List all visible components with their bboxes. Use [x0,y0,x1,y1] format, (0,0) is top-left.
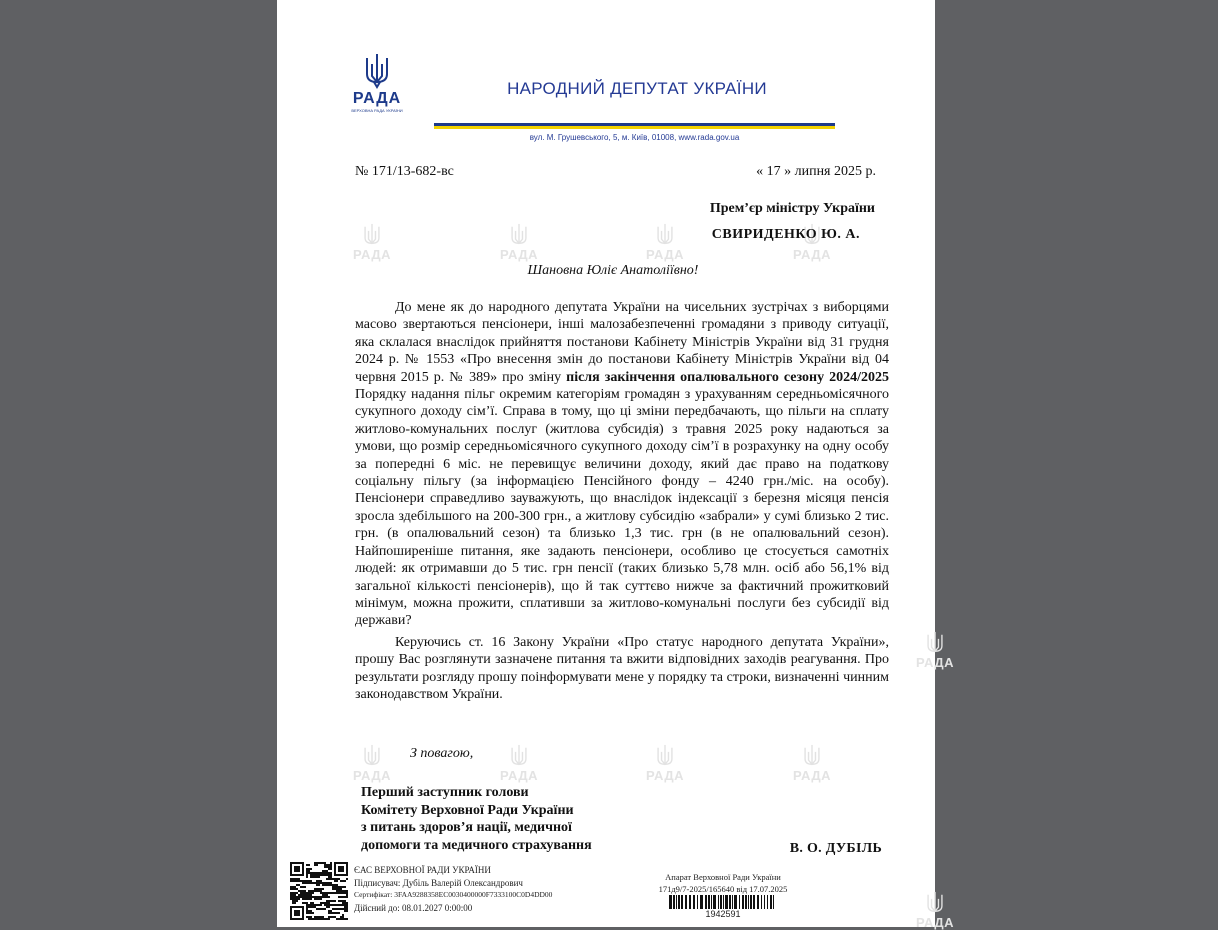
electronic-signature-info [354,864,552,914]
watermark-text: РАДА [915,655,955,670]
watermark-text: РАДА [915,915,955,930]
watermark-text: РАДА [499,247,539,262]
watermark-trident-icon [656,743,674,769]
letter-body [355,299,889,707]
trident-icon [364,52,390,88]
document-page [277,0,955,930]
watermark-text: РАДА [352,768,392,783]
registration-stamp [643,871,803,895]
rada-logo [349,52,405,113]
signer-title-line: допомоги та медичного страхування [361,837,592,853]
esig-signer: Підписувач: Дубіль Валерій Олександрович [354,877,523,888]
signer-title-line: Перший заступник голови [361,785,529,800]
watermark-text: РАДА [792,768,832,783]
watermark-text: РАДА [792,247,832,262]
letter-date: « 17 » липня 2025 р. [756,164,876,179]
salutation [277,263,935,279]
watermark-trident-icon [656,222,674,248]
signer-title-line: з питань здоров’я нації, медичної [361,820,572,835]
paragraph-1 [355,299,889,630]
watermark-text: РАДА [499,768,539,783]
watermark [792,743,832,783]
watermark-text: РАДА [645,768,685,783]
watermark [645,222,685,262]
watermark [499,222,539,262]
barcode-number: 1942591 [705,909,741,919]
esig-valid-until: Дійсний до: 08.01.2027 0:00:00 [354,902,473,913]
watermark-trident-icon [926,630,944,656]
esig-system: ЄАС ВЕРХОВНОЇ РАДИ УКРАЇНИ [354,865,491,875]
stamp-registration-number: 171д9/7-2025/165640 від 17.07.2025 [658,884,788,894]
watermark-trident-icon [363,222,381,248]
registration-number: № 171/13-682-вс [355,164,454,179]
paragraph-1-bold: після закінчення опалювального сезону 2024/2025 [566,369,889,385]
qr-code-icon [290,862,348,920]
watermark [499,743,539,783]
watermark-trident-icon [363,743,381,769]
signer-name: В. О. ДУБІЛЬ [789,841,882,856]
watermark-text: РАДА [352,247,392,262]
watermark [352,743,392,783]
watermark [915,890,955,930]
watermark-trident-icon [803,743,821,769]
watermark-trident-icon [926,890,944,916]
addressee-name: СВИРИДЕНКО Ю. А. [711,227,860,242]
logo-subtext: ВЕРХОВНА РАДА УКРАЇНИ [351,108,403,113]
signer-title [361,784,592,854]
paragraph-1-part-2: Порядку надання пільг окремим категоріям громадян з урахуванням середньомісячного сукупного доходу сім’ї. Справа в тому, що ці зміни передбачають, що пільги на сплату житлово-комунальних послуг (житлова субсидія) з травня 2025 року надаються за умови, що розмір середньомісячного сукупного доходу сім’ї в розрахунку на одну особу за попередні 6 міс. не перевищує величини доходу, який дає право на податкову соціальну пільгу (за інформацією Пенсійного фонду – 4240 грн./міс. на особу). Пенсіонери справедливо зауважують, що внаслідок індексації з березня місяця пенсія зросла здебільшого на 200-300 грн., а житлову субсидію «забрали» у сумі близько 2 тис. грн. (в опалювальний сезон) та близько 1,3 тис. грн (в не опалювальний сезон). Найпоширеніше питання, яке задають пенсіонери, особливо це стосується самотніх людей: як отримавши до 5 тис. грн пенсії (таких близько 5,78 млн. осіб або 56,1% від загальної кількості пенсіонерів), що й так суттєво нижче за фактичний прожитковий мінімум, можна прожити, сплативши за житлово-комунальні послуги без субсидії від держави? [355,387,889,629]
watermark-trident-icon [510,743,528,769]
watermark [645,743,685,783]
addressee-position: Прем’єр міністру України [709,201,875,216]
watermark-text: РАДА [645,247,685,262]
esig-certificate: Сертифікат: 3FAA9288358EC0030400000F7333100C0D4DD00 [354,890,553,899]
stamp-organization: Апарат Верховної Ради України [665,872,781,882]
closing-regards: З повагою, [410,746,474,761]
signer-title-line: Комітету Верховної Ради України [361,802,574,818]
paragraph-1-part-1: До мене як до народного депутата України на чисельних зустрічах з виборцями масово звертаються пенсіонери, інші малозабезпеченні громадяни з приводу ситуації, яка склалася внаслідок прийняття постанови Кабінету Міністрів України від 31 грудня 2024 р. № 1553 «Про внесення змін до постанови Кабінету Міністрів України від 04 червня 2015 р. № 389» про зміну [355,300,889,385]
flag-stripe-yellow [434,126,835,129]
letterhead-title: НАРОДНИЙ ДЕПУТАТ УКРАЇНИ [507,79,767,98]
barcode-icon [669,895,777,909]
letterhead-address: вул. М. Грушевського, 5, м. Київ, 01008, www.rada.gov.ua [529,133,740,142]
watermark [352,222,392,262]
paragraph-2: Керуючись ст. 16 Закону України «Про статус народного депутата України», прошу Вас розглянути зазначене питання та вжити відповідних заходів реагування. Про результати розгляду прошу поінформувати мене у порядку та строки, визначенні чинним законодавством України. [355,634,889,702]
watermark [915,630,955,670]
logo-text: РАДА [352,90,402,107]
salutation-text: Шановна Юліє Анатоліївно! [527,263,699,278]
watermark-trident-icon [510,222,528,248]
